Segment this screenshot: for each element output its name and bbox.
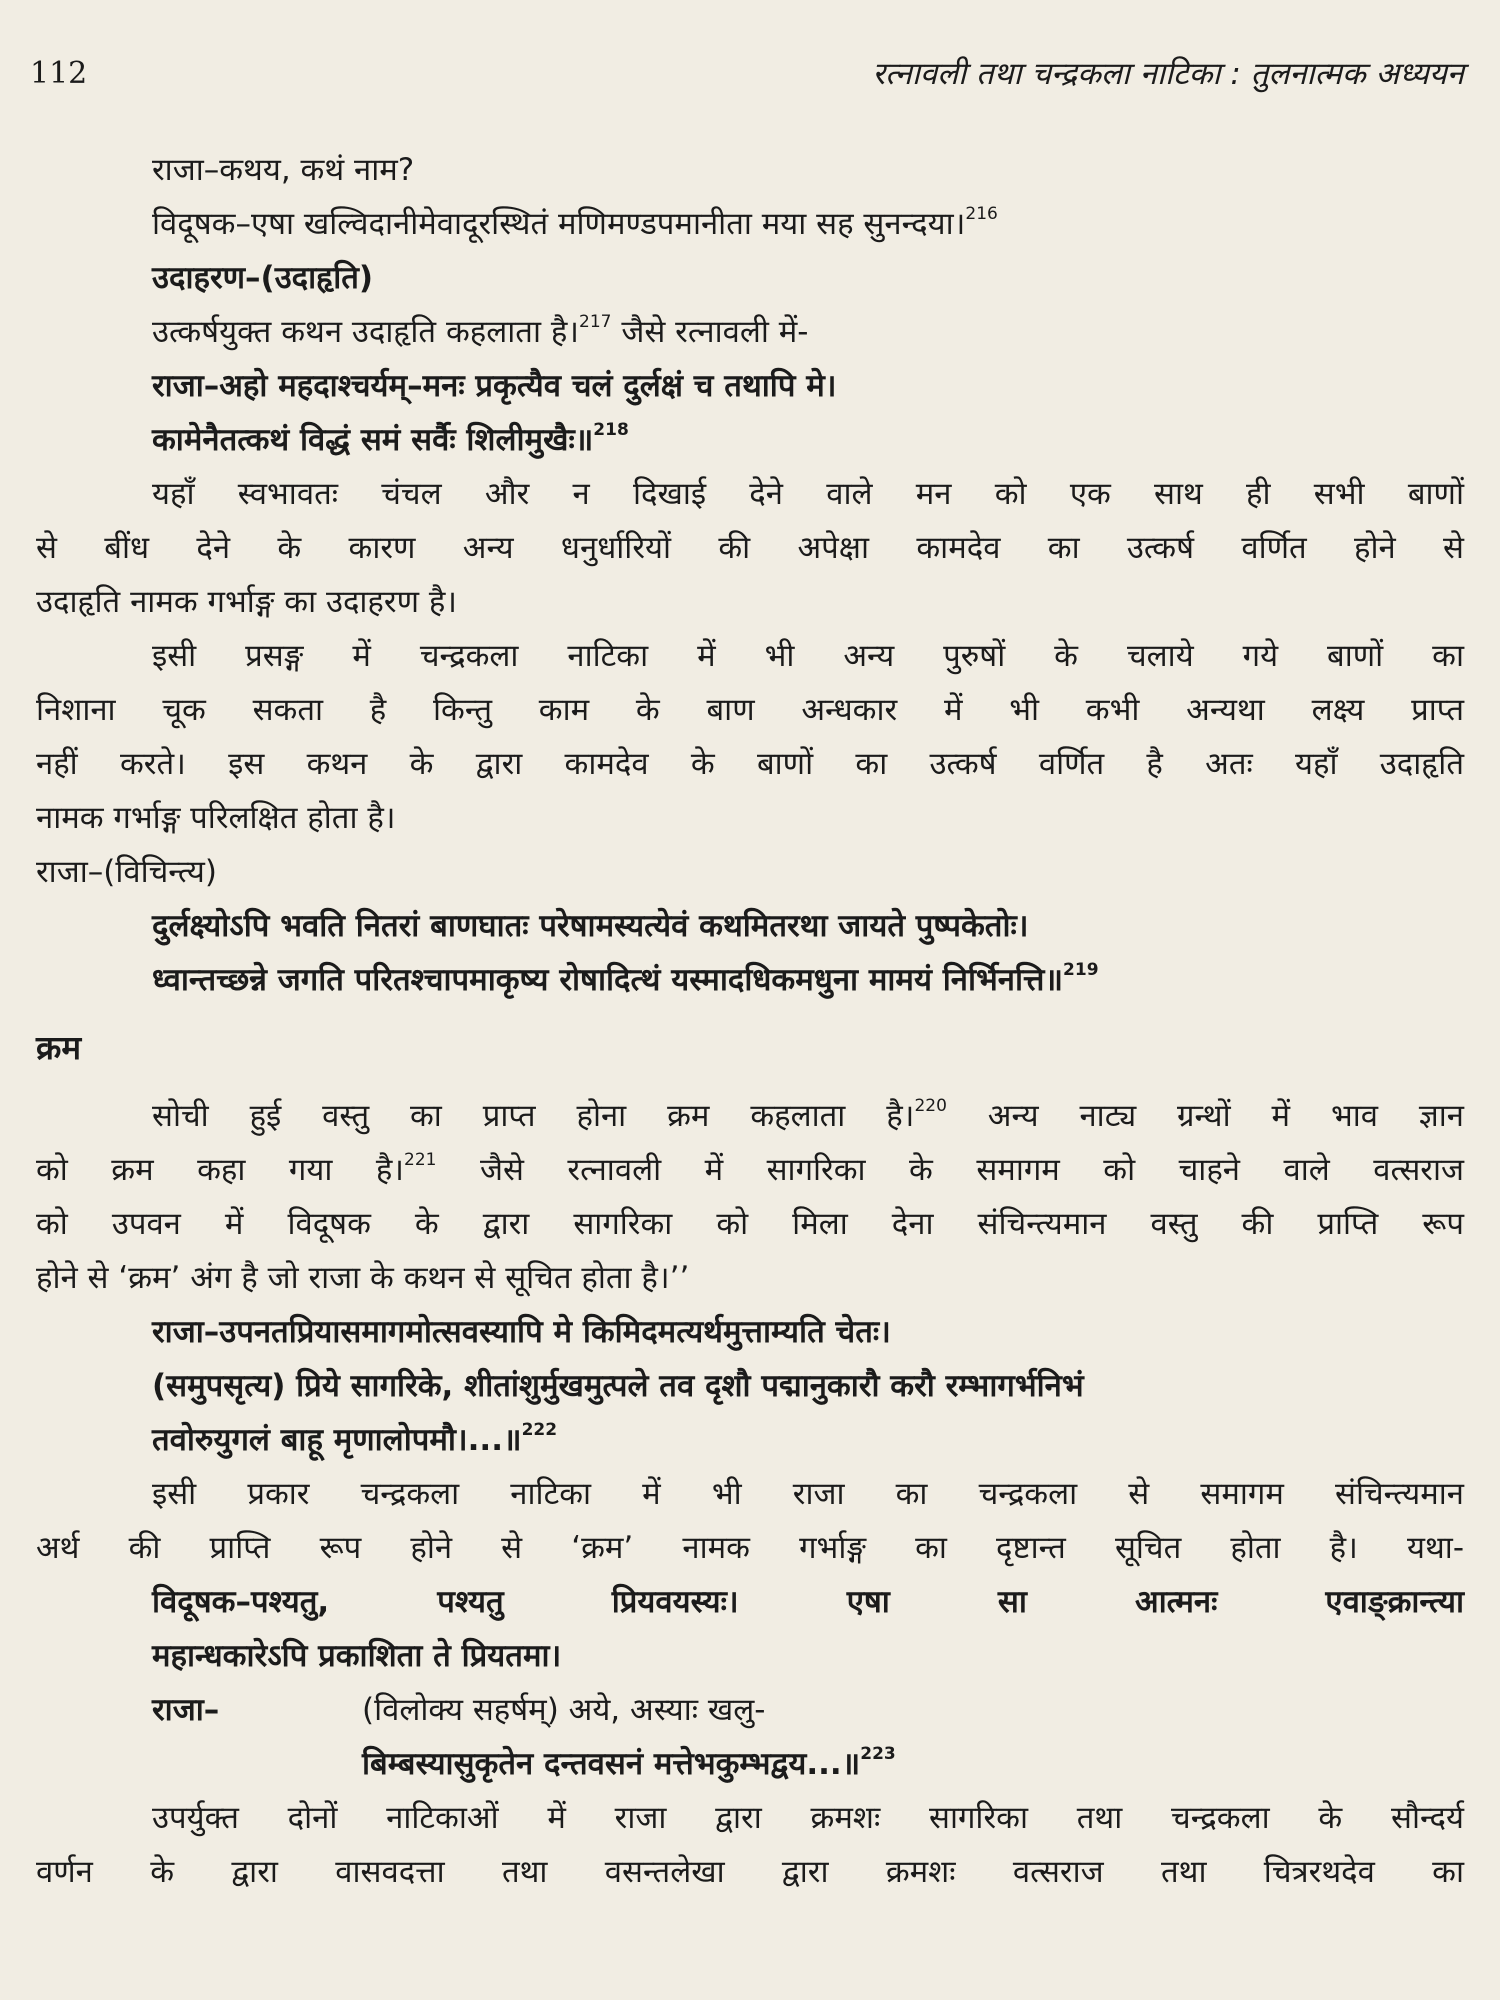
paragraph-line: नामक गर्भाङ्ग परिलक्षित होता है। [36,800,396,836]
paragraph-line: उदाहृति नामक गर्भाङ्ग का उदाहरण है। [36,584,458,620]
paragraph-line: सोची हुई वस्तु का प्राप्त होना क्रम कहलाता है।$^{220}$ अन्य नाट्य ग्रन्थों में भाव ज्ञान [152,1096,1464,1134]
verse-line: (समुपसृत्य) प्रिये सागरिके, शीतांशुर्मुखमुत्पले तव दृशौ पद्मानुकारौ करौ रम्भागर्भनिभं [152,1368,1084,1404]
section-heading: क्रम [36,1028,82,1067]
dialogue-line: राजा–(विचिन्त्य) [36,854,217,890]
paragraph-line: को क्रम कहा गया है।$^{221}$ जैसे रत्नावली में सागरिका के समागम को चाहने वाले वत्सराज [36,1150,1464,1188]
dialogue-line: राजा–उपनतप्रियासमागमोत्सवस्यापि मे किमिदमत्यर्थमुत्ताम्यति चेतः। [152,1314,891,1350]
footnote-ref: 218 [593,420,629,440]
paragraph-line: इसी प्रकार चन्द्रकला नाटिका में भी राजा का चन्द्रकला से समागम संचिन्त्यमान [152,1476,1464,1512]
verse-line: दुर्लक्ष्योऽपि भवति नितरां बाणघातः परेषामस्यत्येवं कथमितरथा जायते पुष्पकेतोः। [152,908,1029,944]
paragraph-line: अर्थ की प्राप्ति रूप होने से ‘क्रम’ नामक गर्भाङ्ग का दृष्टान्त सूचित होता है। यथा- [36,1530,1464,1566]
paragraph-line: होने से ‘क्रम’ अंग है जो राजा के कथन से सूचित होता है।’’ [36,1260,690,1296]
paragraph-line: इसी प्रसङ्ग में चन्द्रकला नाटिका में भी अन्य पुरुषों के चलाये गये बाणों का [152,638,1464,674]
footnote-ref: 223 [860,1744,896,1764]
running-title: रत्नावली तथा चन्द्रकला नाटिका : तुलनात्मक अध्ययन [872,56,1464,92]
dialogue-line: महान्धकारेऽपि प्रकाशिता ते प्रियतमा। [152,1638,562,1674]
page-number: 112 [30,56,88,91]
footnote-ref: 221 [404,1150,437,1170]
paragraph-line: से बींध देने के कारण अन्य धनुर्धारियों की अपेक्षा कामदेव का उत्कर्ष वर्णित होने से [36,530,1464,566]
footnote-ref: 220 [914,1096,947,1116]
footnote-ref: 222 [521,1420,558,1440]
dialogue-line: राजा–कथय, कथं नाम? [152,152,415,188]
verse-line: तवोरुयुगलं बाहू मृणालोपमौ।...॥$^{222}$ [152,1420,558,1458]
dialogue-line: विदूषक–एषा खल्विदानीमेवादूरस्थितं मणिमण्डपमानीता मया सह सुनन्दया।$^{216}$ [152,204,998,242]
paragraph-line: यहाँ स्वभावतः चंचल और न दिखाई देने वाले मन को एक साथ ही सभी बाणों [152,476,1464,512]
footnote-ref: 217 [579,312,612,332]
paragraph-line: निशाना चूक सकता है किन्तु काम के बाण अन्धकार में भी कभी अन्यथा लक्ष्य प्राप्त [36,692,1464,728]
section-subheading: उदाहरण–(उदाहृति) [152,260,374,296]
paragraph-line: उपर्युक्त दोनों नाटिकाओं में राजा द्वारा क्रमशः सागरिका तथा चन्द्रकला के सौन्दर्य [152,1800,1464,1836]
dialogue-line: विदूषक–पश्यतु, पश्यतु प्रियवयस्यः। एषा सा आत्मनः एवाङ्क्रान्त्या [152,1584,1464,1620]
paragraph-line: वर्णन के द्वारा वासवदत्ता तथा वसन्तलेखा द्वारा क्रमशः वत्सराज तथा चित्ररथदेव का [36,1854,1464,1890]
dialogue-line: (विलोक्य सहर्षम्) अये, अस्याः खलु- [362,1692,766,1728]
verse-line: बिम्बस्यासुकृतेन दन्तवसनं मत्तेभकुम्भद्वय...॥$^{223}$ [362,1744,896,1782]
paragraph-line: को उपवन में विदूषक के द्वारा सागरिका को मिला देना संचिन्त्यमान वस्तु की प्राप्ति रूप [36,1206,1464,1242]
page-header [30,48,1464,92]
speaker-label: राजा– [152,1692,220,1728]
text-line: उत्कर्षयुक्त कथन उदाहृति कहलाता है।$^{217}$ जैसे रत्नावली में- [152,312,809,350]
footnote-ref: 216 [965,204,998,224]
verse-line: राजा–अहो महदाश्चर्यम्–मनः प्रकृत्यैव चलं दुर्लक्षं च तथापि मे। [152,368,837,404]
verse-line: ध्वान्तच्छन्ने जगति परितश्चापमाकृष्य रोषादित्थं यस्मादधिकमधुना मामयं निर्भिनत्ति॥$^{219}$ [152,960,1099,998]
verse-line: कामेनैतत्कथं विद्धं समं सर्वैः शिलीमुखैः॥$^{218}$ [152,420,629,458]
paragraph-line: नहीं करते। इस कथन के द्वारा कामदेव के बाणों का उत्कर्ष वर्णित है अतः यहाँ उदाहृति [36,746,1464,782]
footnote-ref: 219 [1063,960,1099,980]
